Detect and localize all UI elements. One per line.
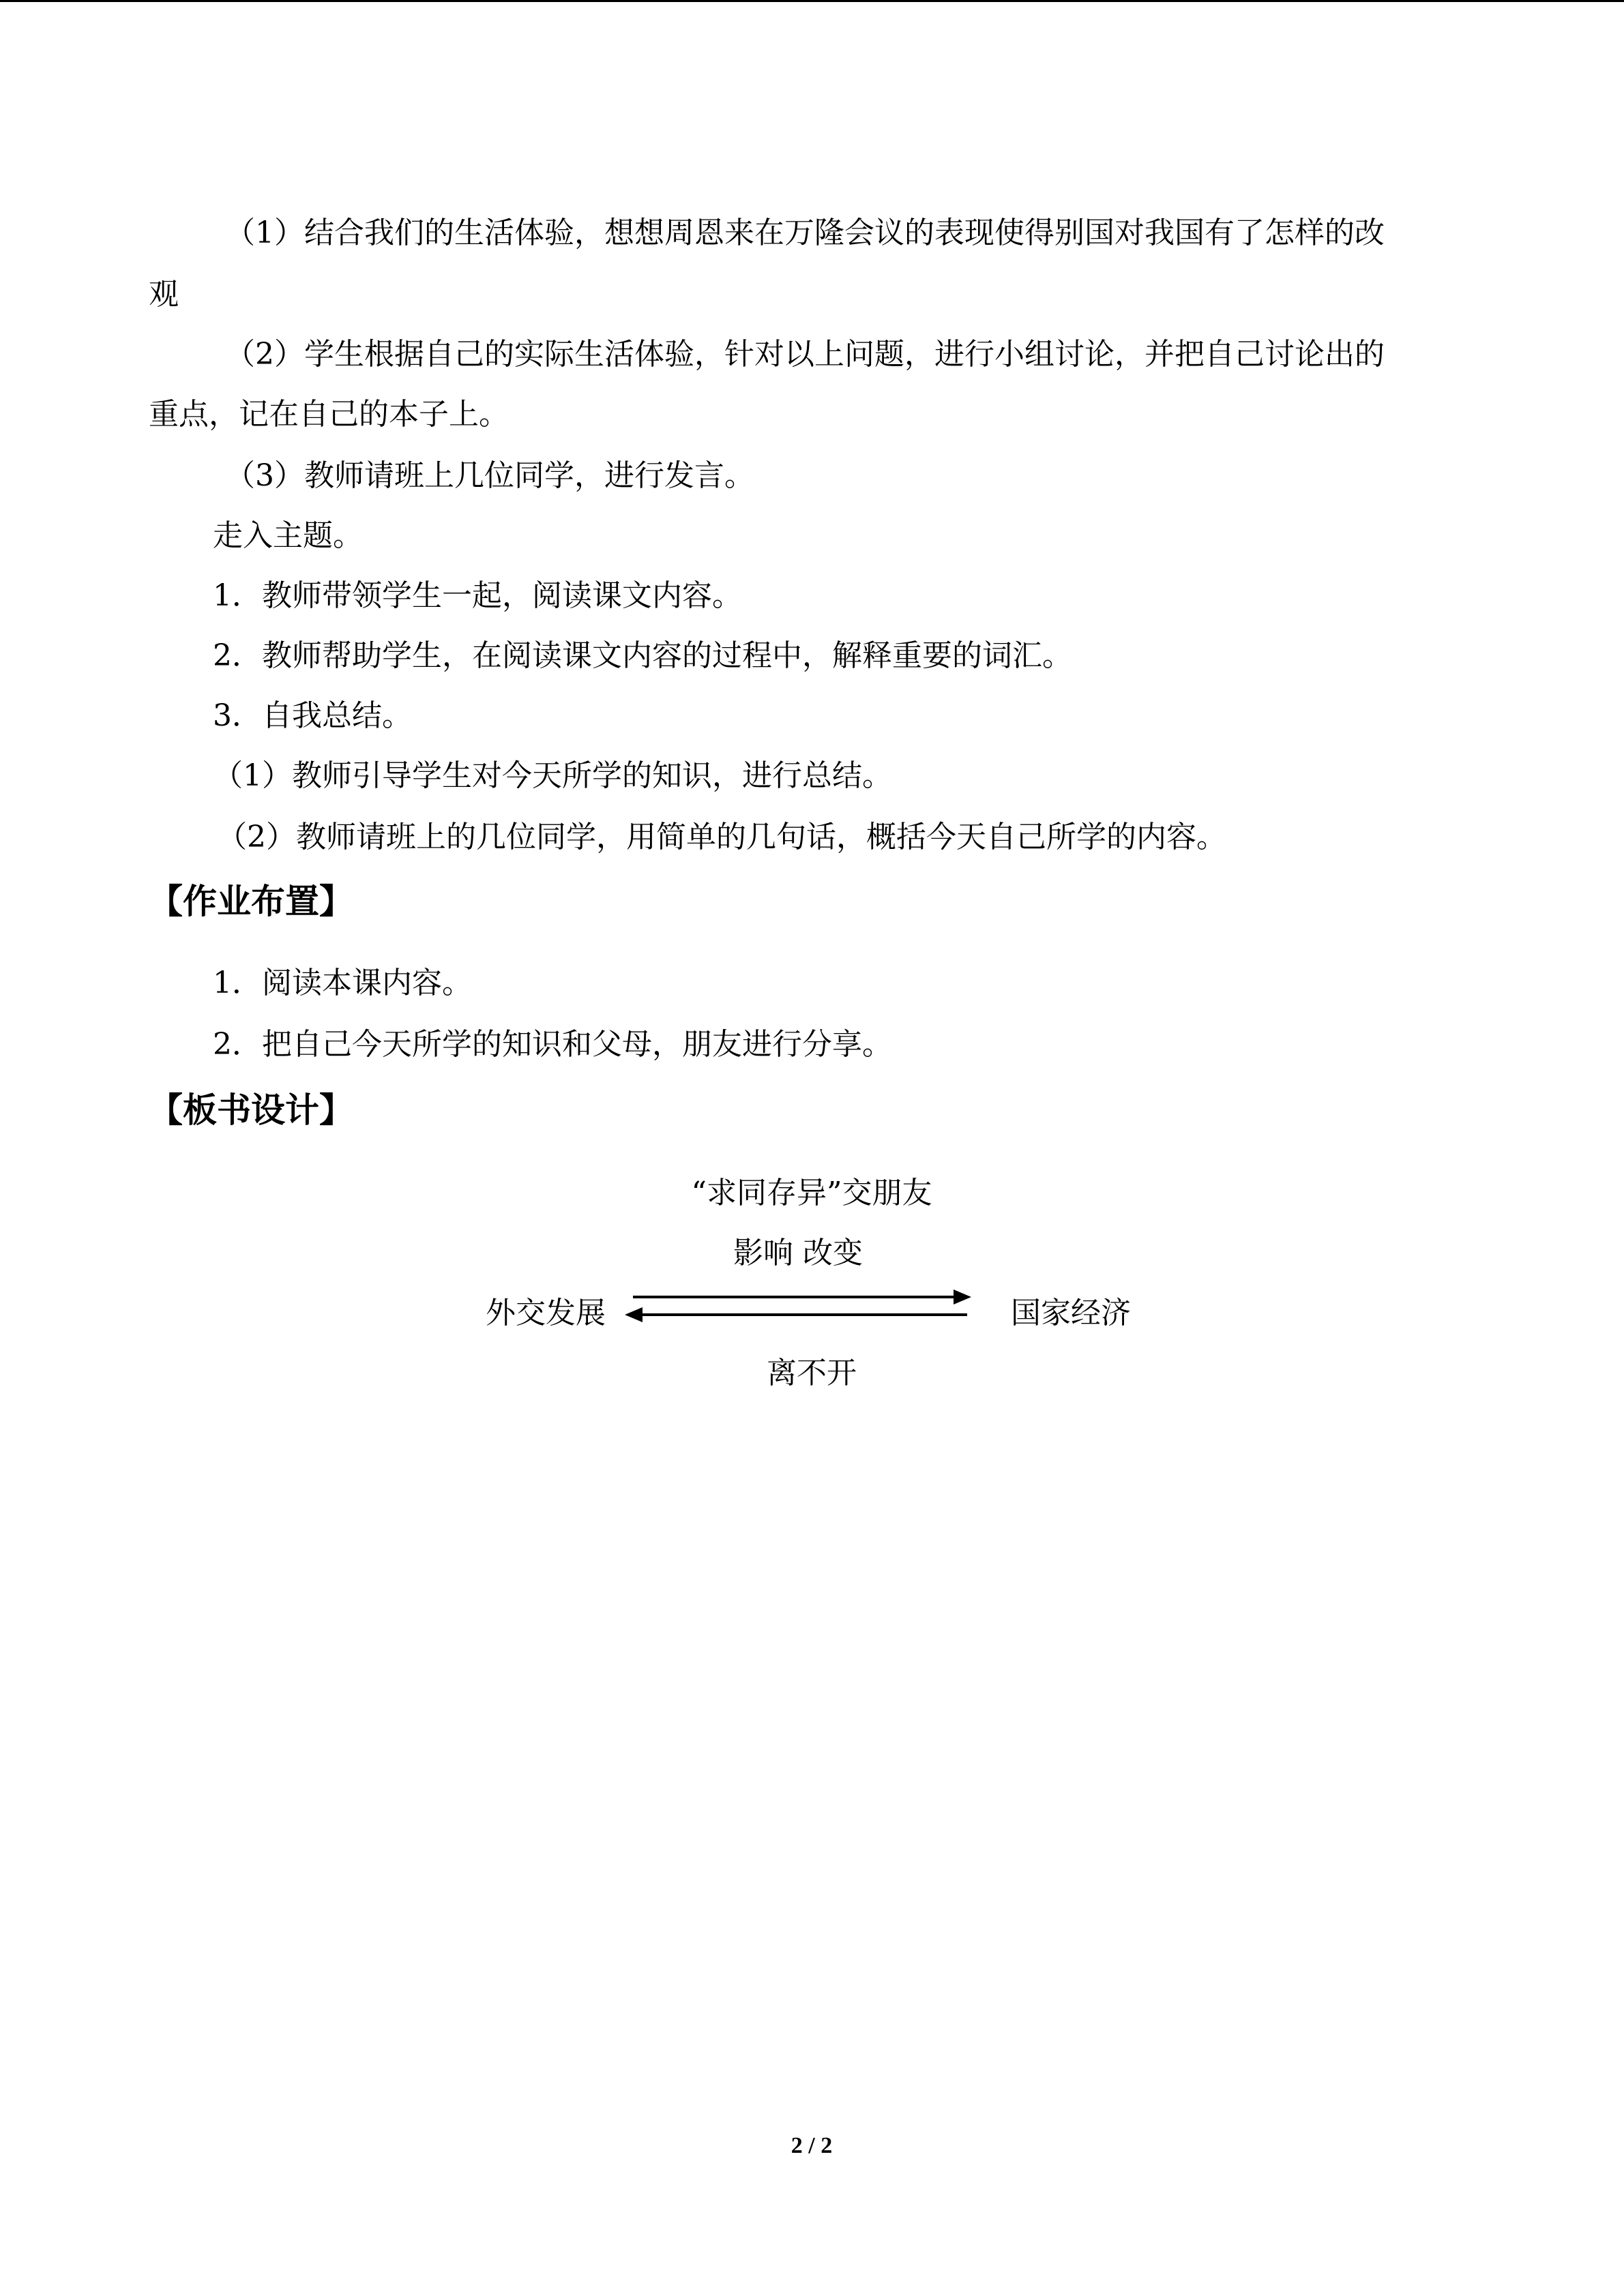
homework-item-2: 2．把自己今天所学的知识和父母，朋友进行分享。 — [213, 1027, 892, 1062]
paragraph-2-line-1: （2）学生根据自己的实际生活体验，针对以上问题，进行小组讨论，并把自己讨论出的 — [225, 337, 1385, 372]
homework-heading: 【作业布置】 — [149, 882, 353, 921]
list-item-3: 3．自我总结。 — [213, 698, 412, 733]
list-item-1: 1．教师带领学生一起，阅读课文内容。 — [213, 578, 742, 613]
arrow-left-head — [625, 1307, 643, 1322]
top-border — [0, 0, 1624, 2]
board-left-label: 外交发展 — [486, 1296, 606, 1330]
homework-item-1: 1．阅读本课内容。 — [213, 966, 472, 1000]
board-heading: 【板书设计】 — [149, 1090, 353, 1130]
list-item-2: 2．教师帮助学生，在阅读课文内容的过程中，解释重要的词汇。 — [213, 638, 1072, 673]
arrow-right-head — [954, 1289, 971, 1304]
board-right-label: 国家经济 — [1011, 1296, 1131, 1330]
sub-item-2: （2）教师请班上的几位同学，用简单的几句话，概括今天自己所学的内容。 — [217, 820, 1226, 854]
paragraph-2-line-2: 重点，记在自己的本子上。 — [149, 397, 509, 432]
paragraph-3: （3）教师请班上几位同学，进行发言。 — [225, 458, 754, 493]
sub-item-1: （1）教师引导学生对今天所学的知识，进行总结。 — [213, 758, 892, 793]
board-top-label: 影响 改变 — [733, 1236, 863, 1270]
double-arrow — [614, 1282, 982, 1330]
paragraph-4: 走入主题。 — [213, 518, 363, 553]
paragraph-1-line-2: 观 — [149, 277, 179, 312]
board-title: “求同存异”交朋友 — [691, 1176, 932, 1210]
paragraph-1-line-1: （1）结合我们的生活体验，想想周恩来在万隆会议的表现使得别国对我国有了怎样的改 — [225, 215, 1385, 250]
board-bottom-label: 离不开 — [767, 1356, 857, 1390]
page-number: 2 / 2 — [791, 2133, 833, 2158]
